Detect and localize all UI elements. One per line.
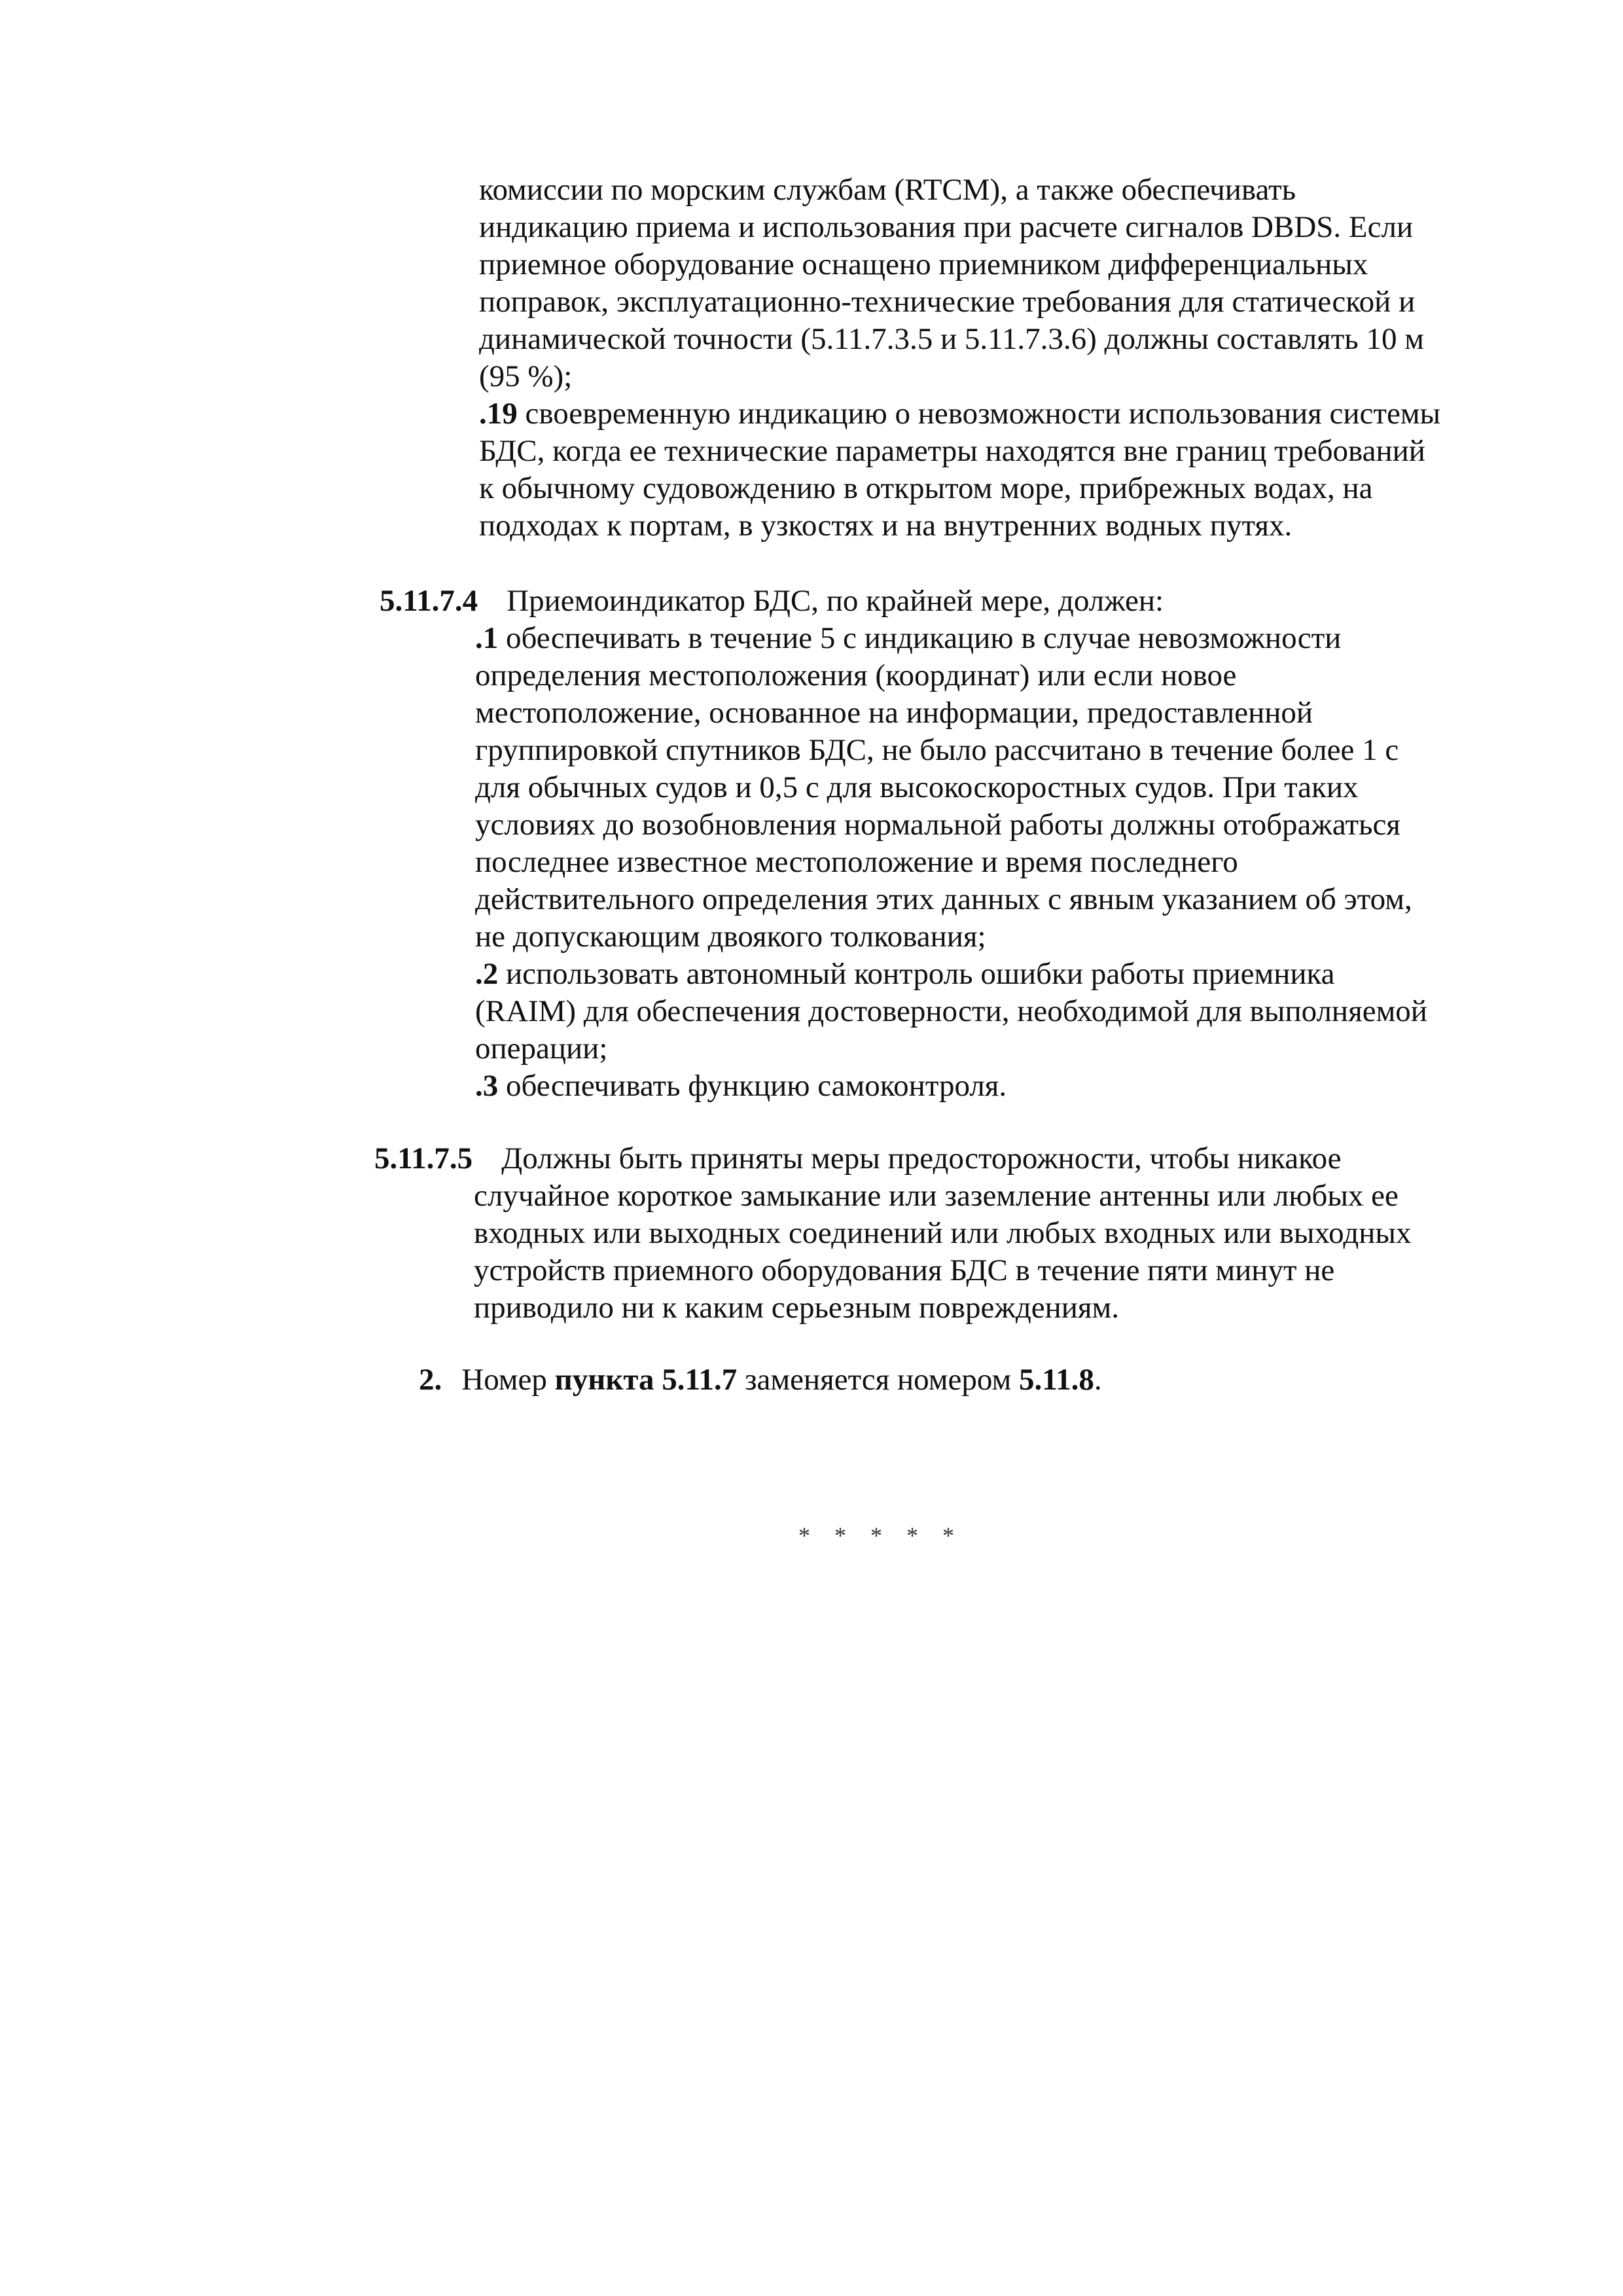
clause-5-11-7-5-heading <box>374 1140 1342 1177</box>
item-number: .1 <box>475 621 499 655</box>
text-line: условиях до возобновления нормальной работы должны отображаться <box>475 808 1400 842</box>
text-line: группировкой спутников БДС, не было рассчитано в течение более 1 с <box>475 733 1399 767</box>
item-number: .2 <box>475 957 499 991</box>
text-line: для обычных судов и 0,5 с для высокоскоростных судов. При таких <box>475 770 1359 804</box>
continuation-paragraph <box>479 171 1424 395</box>
text-line: к обычному судовождению в открытом море, прибрежных водах, на <box>479 471 1373 505</box>
item-19 <box>479 395 1440 545</box>
item-text: обеспечивать функцию самоконтроля. <box>498 1069 1007 1103</box>
item-text: своевременную индикацию о невозможности использования системы <box>517 397 1441 431</box>
item-2-first-line <box>475 956 1427 993</box>
text-line: (95 %); <box>479 359 573 393</box>
clause-5-11-7-4-heading <box>380 583 1164 620</box>
item-1-first-line <box>475 620 1427 657</box>
text-line: динамической точности (5.11.7.3.5 и 5.11.7.3.6) должны составлять 10 м <box>479 322 1424 356</box>
item-number: .19 <box>479 397 518 431</box>
amendment-point-2 <box>419 1361 1102 1399</box>
text-line: индикацию приема и использования при расчете сигналов DBDS. Если <box>479 210 1414 244</box>
point-text-b: заменяется номером <box>737 1363 1019 1397</box>
item-text: обеспечивать в течение 5 с индикацию в случае невозможности <box>498 621 1342 655</box>
point-bold-a: пункта 5.11.7 <box>554 1363 738 1397</box>
text-line: подходах к портам, в узкостях и на внутренних водных путях. <box>479 509 1293 543</box>
text-line: поправок, эксплуатационно-технические требования для статической и <box>479 285 1416 319</box>
item-3-first-line <box>475 1067 1427 1105</box>
clause-text: Приемоиндикатор БДС, по крайней мере, должен: <box>507 584 1164 618</box>
text-line: операции; <box>475 1031 608 1066</box>
text-line: приемное оборудование оснащено приемником дифференциальных <box>479 247 1368 281</box>
clause-text: Должны быть приняты меры предосторожности, чтобы никакое <box>501 1141 1342 1175</box>
point-bold-b: 5.11.8 <box>1018 1363 1094 1397</box>
point-text-c: . <box>1094 1363 1102 1397</box>
point-number: 2. <box>419 1363 442 1397</box>
clause-5-11-7-5-body <box>474 1177 1411 1327</box>
text-line: входных или выходных соединений или любых входных или выходных <box>474 1216 1412 1250</box>
clause-number: 5.11.7.4 <box>380 584 478 618</box>
text-line: устройств приемного оборудования БДС в течение пяти минут не <box>474 1253 1335 1287</box>
clause-5-11-7-4-items <box>475 620 1427 1105</box>
text-line: приводило ни к каким серьезным повреждениям. <box>474 1291 1120 1325</box>
text-line: последнее известное местоположение и время последнего <box>475 845 1238 879</box>
text-line: не допускающим двоякого толкования; <box>475 920 986 954</box>
clause-number: 5.11.7.5 <box>374 1141 473 1175</box>
item-19-first-line <box>479 395 1440 433</box>
text-line: БДС, когда ее технические параметры находятся вне границ требований <box>479 434 1425 468</box>
item-number: .3 <box>475 1069 499 1103</box>
point-text-a: Номер <box>461 1363 555 1397</box>
item-text: использовать автономный контроль ошибки работы приемника <box>498 957 1335 991</box>
text-line: определения местоположения (координат) или если новое <box>475 658 1237 692</box>
end-separator: * * * * * <box>798 1522 963 1549</box>
text-line: местоположение, основанное на информации, предоставленной <box>475 696 1313 730</box>
text-line: случайное короткое замыкание или заземление антенны или любых ее <box>474 1179 1399 1213</box>
text-line: комиссии по морским службам (RTCM), а также обеспечивать <box>479 173 1296 207</box>
text-line: (RAIM) для обеспечения достоверности, необходимой для выполняемой <box>475 994 1427 1028</box>
text-line: действительного определения этих данных с явным указанием об этом, <box>475 882 1412 916</box>
